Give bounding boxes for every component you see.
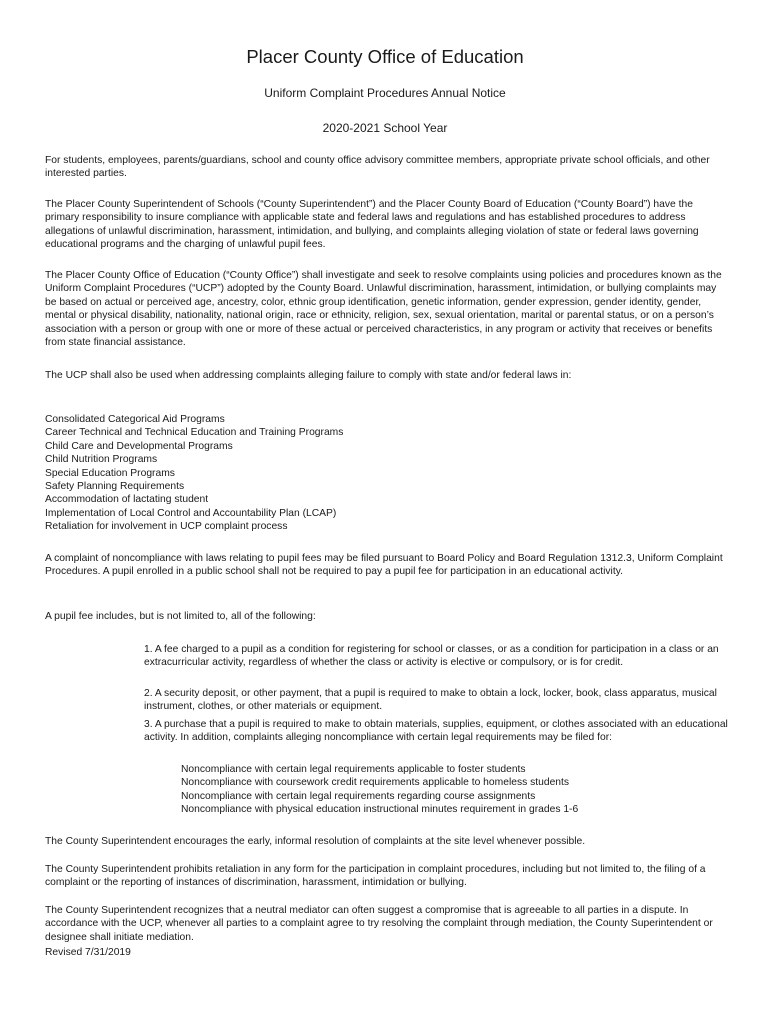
ucp-also-paragraph: The UCP shall also be used when addressing complaints alleging failure to comply with state and/or federal laws in: (45, 370, 572, 381)
early-resolution-paragraph: The County Superintendent encourages the early, informal resolution of complaints at the site level whenever possible. (45, 836, 586, 847)
list-item: Noncompliance with coursework credit requirements applicable to homeless students (181, 777, 570, 789)
audience-paragraph: For students, employees, parents/guardians, school and county office advisory committee members, appropriate private school officials, and other interested parties. (45, 155, 710, 180)
responsibility-paragraph: The Placer County Superintendent of Schools (“County Superintendent”) and the Placer County Board of Education (“County Board”) have the primary responsibility to insure compliance with applicable state and federal laws and regulations and has established procedures to address allegations of unlawful discrimination, harassment, intimidation, and bullying, and complaints alleging violation of state or federal laws governing educational programs and the charging of unlawful pupil fees. (45, 199, 699, 251)
list-item: Consolidated Categorical Aid Programs (45, 414, 225, 425)
fee-includes-paragraph: A pupil fee includes, but is not limited to, all of the following: (45, 611, 316, 622)
noncompliance-list (181, 763, 730, 817)
school-year: 2020-2021 School Year (322, 121, 448, 135)
list-item: Implementation of Local Control and Accountability Plan (LCAP) (45, 507, 337, 519)
list-item: Accommodation of lactating student (45, 494, 209, 506)
mediation-paragraph: The County Superintendent recognizes that a neutral mediator can often suggest a compromise that is agreeable to all parties in a dispute. In accordance with the UCP, whenever all parties to a complaint agree to try resolving the complaint through mediation, the County Superintendent or designee shall initiate mediation. (45, 905, 713, 943)
retaliation-paragraph: The County Superintendent prohibits retaliation in any form for the participation in complaint procedures, including but not limited to, the filing of a complaint or the reporting of instances of discrimination, harassment, intimidation or bullying. (45, 864, 706, 889)
list-item: Special Education Programs (45, 467, 175, 479)
list-item: Safety Planning Requirements (45, 481, 185, 493)
pupil-fees-paragraph: A complaint of noncompliance with laws relating to pupil fees may be filed pursuant to Board Policy and Board Regulation 1312.3, Uniform Complaint Procedures. A pupil enrolled in a public school shall not be required to pay a pupil fee for participation in an educational activity. (45, 553, 723, 578)
list-item: Child Care and Developmental Programs (45, 440, 233, 452)
list-item: Child Nutrition Programs (45, 454, 158, 466)
page-title: Placer County Office of Education (246, 46, 524, 67)
list-item: Noncompliance with certain legal requirements applicable to foster students (181, 764, 526, 775)
page-subtitle: Uniform Complaint Procedures Annual Notice (264, 86, 506, 100)
list-item: Retaliation for involvement in UCP complaint process (45, 521, 288, 533)
list-item: Noncompliance with physical education instructional minutes requirement in grades 1-6 (181, 804, 579, 816)
fee-item-1: 1. A fee charged to a pupil as a condition for registering for school or classes, or as a condition for participation in a class or an extracurricular activity, regardless of whether the class or activity is elective or compulsory, or is for credit. (144, 644, 719, 669)
revised-date: Revised 7/31/2019 (45, 947, 131, 958)
list-item: Noncompliance with certain legal requirements regarding course assignments (181, 790, 536, 802)
list-item: Career Technical and Technical Education and Training Programs (45, 427, 344, 439)
investigation-paragraph: The Placer County Office of Education (“County Office”) shall investigate and seek to resolve complaints using policies and procedures known as the Uniform Complaint Procedures (“UCP”) adopted by the County Board. Unlawful discrimination, harassment, intimidation, or bullying complaints may be based on actual or perceived age, ancestry, color, ethnic group identification, genetic information, gender expression, gender identity, gender, mental or physical disability, nationality, national origin, race or ethnicity, religion, sex, sexual orientation, marital or parental status, or on a person’s association with a person or group with one or more of these actual or perceived characteristics, in any program or activity that receives or benefits from state financial assistance. (45, 270, 722, 349)
program-list (45, 413, 730, 534)
fee-item-2: 2. A security deposit, or other payment, that a pupil is required to make to obtain a lock, locker, book, class apparatus, musical instrument, clothes, or other materials or equipment. (144, 688, 717, 713)
fee-item-3: 3. A purchase that a pupil is required to make to obtain materials, supplies, equipment, or clothes associated with an educational activity. In addition, complaints alleging noncompliance with certain legal requirements may be filed for: (144, 719, 728, 744)
